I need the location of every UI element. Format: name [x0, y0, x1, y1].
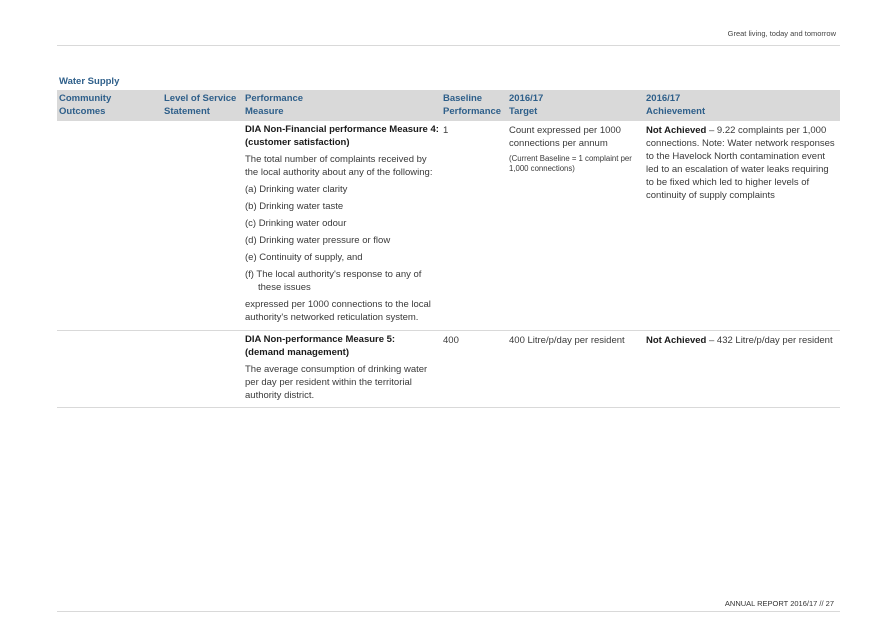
- measure-intro: The total number of complaints received by the local authority about any of the following:: [245, 154, 433, 178]
- achievement-cell: Not Achieved – 9.22 complaints per 1,000 connections. Note: Water network responses to the Havelock North contamination event led to an escalation of water leaks requiring to be fixed which led to higher levels of continuity of supply complaints: [646, 125, 835, 201]
- target-note: (Current Baseline = 1 complaint per 1,000 connections): [509, 154, 632, 173]
- list-item: (f) The local authority's response to any of these issues: [245, 269, 422, 293]
- measure-title: DIA Non-Financial performance Measure 4: (customer satisfaction): [245, 124, 439, 148]
- table-row: [57, 331, 840, 408]
- baseline-value: 1: [443, 125, 449, 136]
- measure-intro: The average consumption of drinking water per day per resident within the territorial authority district.: [245, 364, 428, 401]
- table-header-row: [57, 90, 840, 121]
- measure-outro: expressed per 1000 connections to the local authority's networked reticulation system.: [245, 299, 431, 323]
- footer-page-label: ANNUAL REPORT 2016/17 // 27: [724, 599, 834, 608]
- list-item: (e) Continuity of supply, and: [245, 252, 363, 263]
- header-baseline-performance: Baseline Performance: [443, 93, 502, 117]
- measure-item-list: [245, 183, 440, 294]
- header-target: 2016/17 Target: [509, 93, 544, 117]
- list-item: (a) Drinking water clarity: [245, 184, 348, 195]
- baseline-value: 400: [443, 335, 459, 346]
- header-community-outcomes: Community Outcomes: [59, 93, 112, 117]
- achievement-cell: Not Achieved – 432 Litre/p/day per resident: [646, 335, 833, 346]
- status-badge: Not Achieved: [646, 335, 707, 346]
- target-cell: Count expressed per 1000 connections per annum (Current Baseline = 1 complaint per 1,000 connections): [509, 124, 641, 174]
- list-item: (b) Drinking water taste: [245, 201, 344, 212]
- section-title: Water Supply: [59, 76, 120, 87]
- header-divider: [57, 45, 840, 46]
- table-row: [57, 121, 840, 331]
- performance-measure-cell: [245, 334, 440, 402]
- performance-measure-cell: [245, 124, 440, 324]
- header-level-of-service: Level of Service Statement: [164, 93, 237, 117]
- list-item: (d) Drinking water pressure or flow: [245, 235, 391, 246]
- target-cell: 400 Litre/p/day per resident: [509, 335, 625, 346]
- performance-table: [57, 90, 840, 408]
- header-achievement: 2016/17 Achievement: [646, 93, 706, 117]
- header-tagline: Great living, today and tomorrow: [727, 29, 836, 38]
- list-item: (c) Drinking water odour: [245, 218, 347, 229]
- header-performance-measure: Performance Measure: [245, 93, 304, 117]
- measure-title: DIA Non-performance Measure 5: (demand management): [245, 334, 396, 358]
- footer-divider: [57, 611, 840, 612]
- status-badge: Not Achieved: [646, 125, 707, 136]
